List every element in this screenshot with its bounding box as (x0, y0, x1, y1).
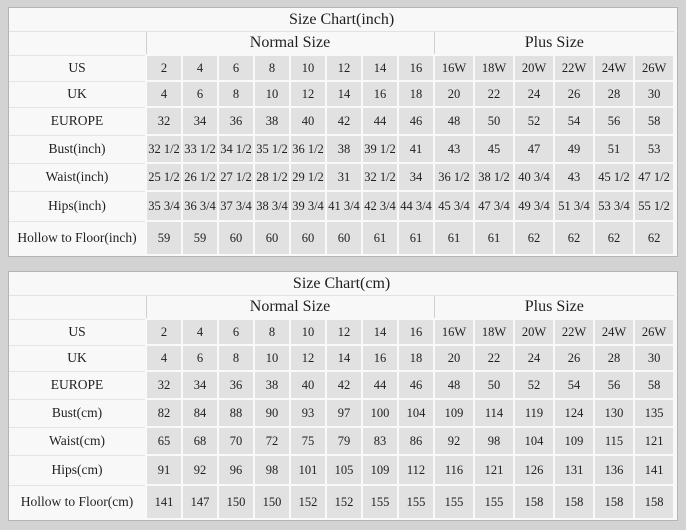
row-label: Waist(inch) (9, 163, 146, 191)
value-cell: 43 (434, 135, 474, 163)
value-cell: 38 (326, 135, 362, 163)
value-cell: 126 (514, 455, 554, 485)
value-cell: 91 (146, 455, 182, 485)
value-cell: 16 (398, 319, 434, 345)
value-cell: 97 (326, 399, 362, 427)
value-cell: 8 (218, 81, 254, 107)
value-cell: 34 (182, 107, 218, 135)
value-cell: 136 (594, 455, 634, 485)
value-cell: 25 1/2 (146, 163, 182, 191)
value-cell: 109 (554, 427, 594, 455)
value-cell: 28 1/2 (254, 163, 290, 191)
value-cell: 38 (254, 107, 290, 135)
value-cell: 4 (146, 81, 182, 107)
value-cell: 53 (634, 135, 674, 163)
value-cell: 4 (182, 319, 218, 345)
value-cell: 2 (146, 319, 182, 345)
row-label: Hollow to Floor(cm) (9, 485, 146, 519)
value-cell: 152 (326, 485, 362, 519)
value-cell: 36 (218, 107, 254, 135)
value-cell: 32 1/2 (146, 135, 182, 163)
value-cell: 46 (398, 371, 434, 399)
value-cell: 70 (218, 427, 254, 455)
size-chart-cm-panel (8, 271, 678, 521)
value-cell: 47 3/4 (474, 191, 514, 221)
value-cell: 150 (218, 485, 254, 519)
value-cell: 32 (146, 371, 182, 399)
row-label: UK (9, 81, 146, 107)
table-title: Size Chart(inch) (9, 8, 674, 32)
value-cell: 10 (254, 81, 290, 107)
value-cell: 12 (326, 319, 362, 345)
value-cell: 72 (254, 427, 290, 455)
value-cell: 42 (326, 371, 362, 399)
value-cell: 22W (554, 319, 594, 345)
value-cell: 34 (182, 371, 218, 399)
value-cell: 101 (290, 455, 326, 485)
value-cell: 62 (554, 221, 594, 255)
value-cell: 24W (594, 55, 634, 81)
value-cell: 4 (146, 345, 182, 371)
value-cell: 61 (362, 221, 398, 255)
value-cell: 12 (290, 345, 326, 371)
value-cell: 36 (218, 371, 254, 399)
value-cell: 49 3/4 (514, 191, 554, 221)
column-group-header: Normal Size (146, 296, 434, 320)
corner-cell (9, 296, 146, 320)
size-table (9, 272, 675, 520)
value-cell: 14 (362, 319, 398, 345)
value-cell: 14 (326, 81, 362, 107)
value-cell: 39 1/2 (362, 135, 398, 163)
value-cell: 49 (554, 135, 594, 163)
value-cell: 158 (514, 485, 554, 519)
value-cell: 62 (594, 221, 634, 255)
value-cell: 12 (326, 55, 362, 81)
value-cell: 75 (290, 427, 326, 455)
value-cell: 18W (474, 319, 514, 345)
value-cell: 155 (362, 485, 398, 519)
value-cell: 158 (554, 485, 594, 519)
value-cell: 22 (474, 81, 514, 107)
value-cell: 135 (634, 399, 674, 427)
row-label: Hips(cm) (9, 455, 146, 485)
value-cell: 155 (434, 485, 474, 519)
row-label: Hips(inch) (9, 191, 146, 221)
value-cell: 29 1/2 (290, 163, 326, 191)
value-cell: 121 (474, 455, 514, 485)
value-cell: 53 3/4 (594, 191, 634, 221)
size-chart-inch-panel (8, 7, 678, 257)
value-cell: 47 (514, 135, 554, 163)
value-cell: 36 1/2 (290, 135, 326, 163)
value-cell: 65 (146, 427, 182, 455)
value-cell: 41 3/4 (326, 191, 362, 221)
value-cell: 93 (290, 399, 326, 427)
value-cell: 42 (326, 107, 362, 135)
value-cell: 8 (218, 345, 254, 371)
row-label: Waist(cm) (9, 427, 146, 455)
value-cell: 54 (554, 371, 594, 399)
value-cell: 30 (634, 81, 674, 107)
value-cell: 34 1/2 (218, 135, 254, 163)
value-cell: 92 (434, 427, 474, 455)
value-cell: 42 3/4 (362, 191, 398, 221)
value-cell: 61 (474, 221, 514, 255)
value-cell: 16 (398, 55, 434, 81)
value-cell: 33 1/2 (182, 135, 218, 163)
value-cell: 48 (434, 371, 474, 399)
value-cell: 20W (514, 319, 554, 345)
value-cell: 114 (474, 399, 514, 427)
value-cell: 141 (146, 485, 182, 519)
value-cell: 155 (474, 485, 514, 519)
value-cell: 43 (554, 163, 594, 191)
value-cell: 104 (514, 427, 554, 455)
value-cell: 55 1/2 (634, 191, 674, 221)
value-cell: 131 (554, 455, 594, 485)
value-cell: 22 (474, 345, 514, 371)
value-cell: 31 (326, 163, 362, 191)
value-cell: 112 (398, 455, 434, 485)
value-cell: 41 (398, 135, 434, 163)
value-cell: 16 (362, 345, 398, 371)
value-cell: 22W (554, 55, 594, 81)
column-group-header: Normal Size (146, 32, 434, 56)
value-cell: 32 1/2 (362, 163, 398, 191)
value-cell: 60 (218, 221, 254, 255)
value-cell: 100 (362, 399, 398, 427)
value-cell: 158 (594, 485, 634, 519)
value-cell: 60 (326, 221, 362, 255)
value-cell: 109 (362, 455, 398, 485)
value-cell: 6 (182, 81, 218, 107)
value-cell: 152 (290, 485, 326, 519)
value-cell: 32 (146, 107, 182, 135)
value-cell: 6 (182, 345, 218, 371)
value-cell: 88 (218, 399, 254, 427)
value-cell: 61 (434, 221, 474, 255)
row-label: Bust(inch) (9, 135, 146, 163)
value-cell: 58 (634, 107, 674, 135)
row-label: US (9, 319, 146, 345)
value-cell: 4 (182, 55, 218, 81)
value-cell: 26 (554, 345, 594, 371)
value-cell: 147 (182, 485, 218, 519)
row-label: US (9, 55, 146, 81)
value-cell: 104 (398, 399, 434, 427)
value-cell: 121 (634, 427, 674, 455)
value-cell: 2 (146, 55, 182, 81)
value-cell: 109 (434, 399, 474, 427)
value-cell: 47 1/2 (634, 163, 674, 191)
value-cell: 36 1/2 (434, 163, 474, 191)
value-cell: 116 (434, 455, 474, 485)
value-cell: 62 (514, 221, 554, 255)
value-cell: 38 1/2 (474, 163, 514, 191)
value-cell: 61 (398, 221, 434, 255)
value-cell: 18 (398, 81, 434, 107)
value-cell: 28 (594, 345, 634, 371)
value-cell: 35 1/2 (254, 135, 290, 163)
value-cell: 14 (326, 345, 362, 371)
corner-cell (9, 32, 146, 56)
value-cell: 36 3/4 (182, 191, 218, 221)
value-cell: 124 (554, 399, 594, 427)
value-cell: 83 (362, 427, 398, 455)
value-cell: 28 (594, 81, 634, 107)
value-cell: 155 (398, 485, 434, 519)
value-cell: 60 (290, 221, 326, 255)
value-cell: 20W (514, 55, 554, 81)
size-table (9, 8, 675, 256)
value-cell: 45 3/4 (434, 191, 474, 221)
value-cell: 20 (434, 81, 474, 107)
value-cell: 141 (634, 455, 674, 485)
value-cell: 16W (434, 55, 474, 81)
value-cell: 50 (474, 371, 514, 399)
column-group-header: Plus Size (434, 296, 674, 320)
value-cell: 79 (326, 427, 362, 455)
value-cell: 82 (146, 399, 182, 427)
value-cell: 44 (362, 371, 398, 399)
value-cell: 35 3/4 (146, 191, 182, 221)
value-cell: 38 (254, 371, 290, 399)
value-cell: 92 (182, 455, 218, 485)
value-cell: 50 (474, 107, 514, 135)
value-cell: 24 (514, 81, 554, 107)
value-cell: 62 (634, 221, 674, 255)
value-cell: 56 (594, 107, 634, 135)
value-cell: 150 (254, 485, 290, 519)
value-cell: 54 (554, 107, 594, 135)
value-cell: 96 (218, 455, 254, 485)
table-title: Size Chart(cm) (9, 272, 674, 296)
value-cell: 39 3/4 (290, 191, 326, 221)
value-cell: 45 (474, 135, 514, 163)
value-cell: 115 (594, 427, 634, 455)
value-cell: 60 (254, 221, 290, 255)
value-cell: 44 (362, 107, 398, 135)
value-cell: 51 (594, 135, 634, 163)
row-label: EUROPE (9, 371, 146, 399)
value-cell: 52 (514, 107, 554, 135)
value-cell: 16 (362, 81, 398, 107)
value-cell: 18W (474, 55, 514, 81)
row-label: EUROPE (9, 107, 146, 135)
value-cell: 56 (594, 371, 634, 399)
value-cell: 37 3/4 (218, 191, 254, 221)
value-cell: 68 (182, 427, 218, 455)
value-cell: 52 (514, 371, 554, 399)
value-cell: 90 (254, 399, 290, 427)
value-cell: 40 (290, 107, 326, 135)
value-cell: 8 (254, 55, 290, 81)
value-cell: 18 (398, 345, 434, 371)
value-cell: 20 (434, 345, 474, 371)
value-cell: 45 1/2 (594, 163, 634, 191)
value-cell: 6 (218, 55, 254, 81)
value-cell: 34 (398, 163, 434, 191)
value-cell: 24 (514, 345, 554, 371)
value-cell: 10 (290, 319, 326, 345)
row-label: Hollow to Floor(inch) (9, 221, 146, 255)
value-cell: 26W (634, 319, 674, 345)
value-cell: 59 (182, 221, 218, 255)
value-cell: 26W (634, 55, 674, 81)
value-cell: 24W (594, 319, 634, 345)
value-cell: 40 (290, 371, 326, 399)
value-cell: 14 (362, 55, 398, 81)
value-cell: 86 (398, 427, 434, 455)
value-cell: 16W (434, 319, 474, 345)
value-cell: 51 3/4 (554, 191, 594, 221)
value-cell: 46 (398, 107, 434, 135)
value-cell: 26 1/2 (182, 163, 218, 191)
value-cell: 48 (434, 107, 474, 135)
value-cell: 12 (290, 81, 326, 107)
value-cell: 130 (594, 399, 634, 427)
value-cell: 38 3/4 (254, 191, 290, 221)
value-cell: 30 (634, 345, 674, 371)
value-cell: 44 3/4 (398, 191, 434, 221)
value-cell: 40 3/4 (514, 163, 554, 191)
value-cell: 98 (254, 455, 290, 485)
value-cell: 119 (514, 399, 554, 427)
row-label: UK (9, 345, 146, 371)
value-cell: 6 (218, 319, 254, 345)
value-cell: 59 (146, 221, 182, 255)
value-cell: 10 (254, 345, 290, 371)
value-cell: 84 (182, 399, 218, 427)
value-cell: 8 (254, 319, 290, 345)
value-cell: 26 (554, 81, 594, 107)
row-label: Bust(cm) (9, 399, 146, 427)
value-cell: 27 1/2 (218, 163, 254, 191)
value-cell: 58 (634, 371, 674, 399)
column-group-header: Plus Size (434, 32, 674, 56)
value-cell: 158 (634, 485, 674, 519)
value-cell: 98 (474, 427, 514, 455)
value-cell: 105 (326, 455, 362, 485)
value-cell: 10 (290, 55, 326, 81)
